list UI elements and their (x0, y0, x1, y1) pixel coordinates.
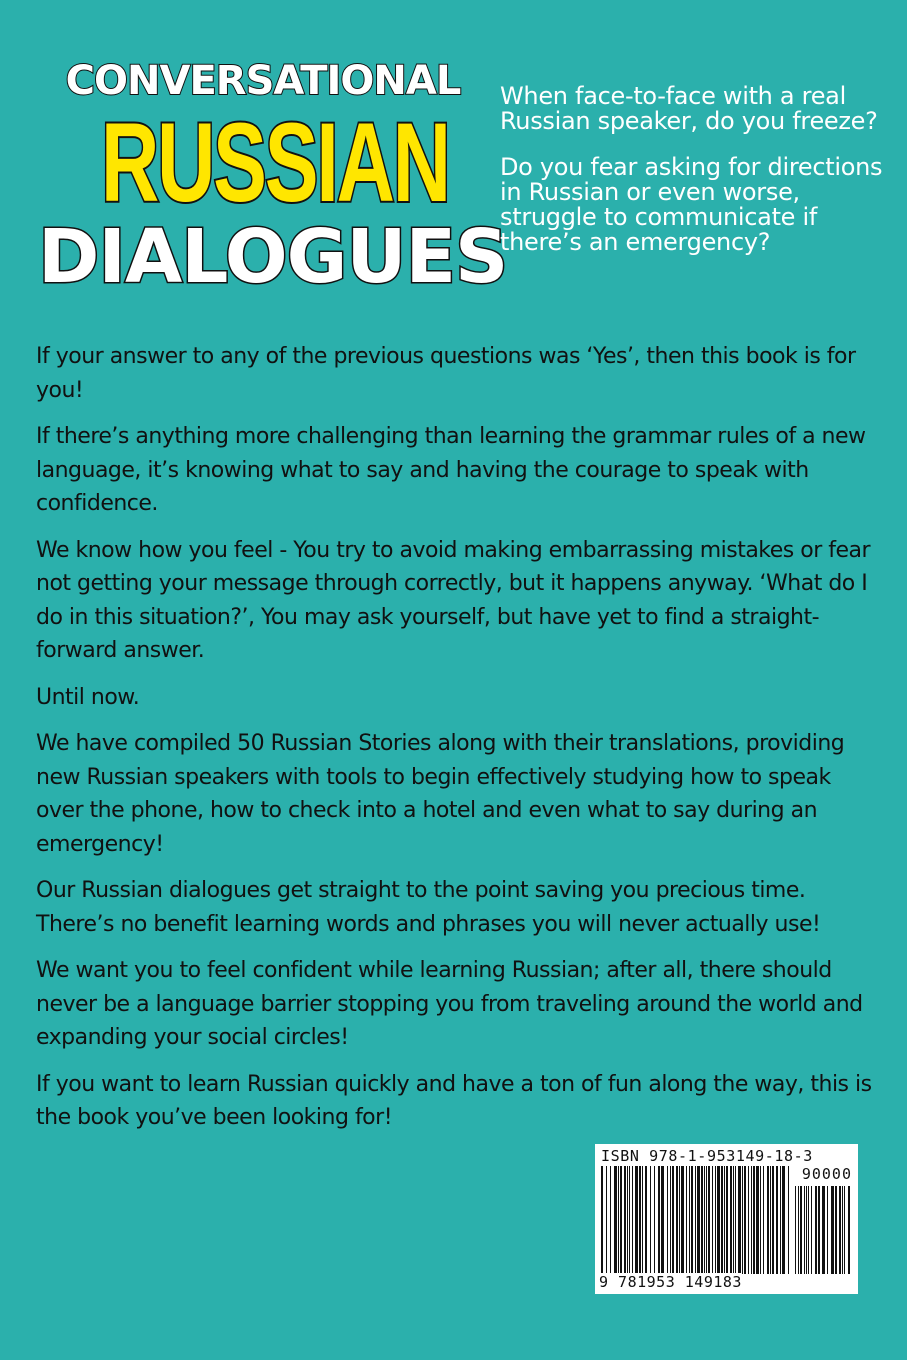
barcode-bar (753, 1166, 755, 1274)
book-title (38, 55, 508, 300)
barcode-bar (706, 1166, 707, 1274)
blurb-paragraph: Until now. (36, 684, 140, 710)
barcode-bar (691, 1166, 693, 1274)
barcode-bar (804, 1186, 805, 1274)
barcode-bar (800, 1186, 802, 1274)
side-question: Do you fear asking for directions in Russian or even worse, struggle to communicate if there’s an emergency? (500, 153, 883, 256)
barcode-bar (601, 1166, 603, 1274)
barcode-bar (844, 1186, 845, 1274)
barcode-bar (788, 1166, 789, 1274)
barcode-bar (610, 1166, 611, 1274)
barcode-bar (735, 1166, 736, 1274)
barcode-bar (676, 1166, 678, 1274)
barcode-bar (695, 1166, 696, 1274)
barcode-bar (715, 1166, 716, 1274)
barcode-bar (782, 1166, 785, 1274)
price-code: 90000 (801, 1165, 852, 1183)
barcode-bar (689, 1166, 690, 1274)
side-questions (500, 84, 885, 276)
barcode-bar (679, 1166, 680, 1274)
barcode-bar (654, 1166, 655, 1274)
blurb-paragraph: If there’s anything more challenging than learning the grammar rules of a new language, it’s knowing what to say and having the courage to speak with confidence. (36, 424, 866, 516)
barcode-bar (670, 1166, 671, 1274)
blurb-text (36, 340, 876, 1148)
barcode-bar (776, 1166, 778, 1274)
barcode-bar (726, 1166, 728, 1274)
barcode-bar (848, 1186, 850, 1274)
barcode-bar (672, 1166, 674, 1274)
ean-digits: 9 781953 149183 (599, 1273, 742, 1291)
barcode-bar (639, 1166, 641, 1274)
barcode-bar (614, 1166, 617, 1274)
barcode-bar (831, 1186, 834, 1274)
barcode-bar (697, 1166, 700, 1274)
barcode-bar (645, 1166, 647, 1274)
title-line-conversational: CONVERSATIONAL (65, 58, 461, 104)
barcode-bar (629, 1166, 630, 1274)
blurb-paragraph: We know how you feel - You try to avoid making embarrassing mistakes or fear not getting your message through correctly, but it happens anyway. ‘What do I do in this situation?’, You may ask yourself, but have yet to find a straight-forward answer. (36, 537, 871, 663)
barcode-bar (763, 1166, 764, 1274)
barcode-bar (618, 1166, 619, 1274)
barcode-bar (818, 1186, 820, 1274)
barcode-bar (730, 1166, 732, 1274)
barcode-bar (772, 1166, 774, 1274)
barcode-bar (733, 1166, 734, 1274)
barcode-bar (632, 1166, 633, 1274)
barcode-bar (620, 1166, 622, 1274)
isbn-barcode (595, 1144, 858, 1294)
barcode-bar (721, 1166, 723, 1274)
title-line-dialogues: DIALOGUES (38, 214, 508, 300)
barcode-bar (815, 1186, 817, 1274)
barcode-bar (760, 1166, 761, 1274)
barcode-bar (658, 1166, 660, 1274)
barcode-bar (806, 1186, 807, 1274)
barcode-bar (704, 1166, 705, 1274)
barcode-bar (712, 1166, 713, 1274)
barcode-bar (770, 1166, 771, 1274)
barcode-bar (724, 1166, 725, 1274)
barcode-bar (742, 1166, 743, 1274)
barcode-bar (686, 1166, 687, 1274)
blurb-paragraph: We want you to feel confident while learning Russian; after all, there should never be a language barrier stopping you from traveling around the world and expanding your social circles! (36, 958, 863, 1050)
blurb-paragraph: If your answer to any of the previous questions was ‘Yes’, then this book is for you! (36, 344, 856, 403)
barcode-bar (835, 1186, 837, 1274)
blurb-paragraph: Our Russian dialogues get straight to the point saving you precious time. There’s no benefit learning words and phrases you will never actually use! (36, 878, 821, 937)
barcode-bar (681, 1166, 684, 1274)
barcode-bar (717, 1166, 720, 1274)
barcode-bar (667, 1166, 668, 1274)
isbn-label: ISBN 978-1-953149-18-3 (601, 1147, 813, 1165)
barcode-bar (624, 1166, 626, 1274)
barcode-bar (642, 1166, 643, 1274)
barcode-bar (839, 1186, 841, 1274)
barcode-bar (708, 1166, 710, 1274)
barcode-bar (744, 1166, 746, 1274)
barcode-bar (767, 1166, 769, 1274)
side-question: When face-to-face with a real Russian speaker, do you freeze? (500, 82, 878, 135)
barcode-bar (627, 1166, 628, 1274)
barcode-bar (751, 1166, 752, 1274)
barcode-bar (842, 1186, 843, 1274)
barcode-bar (738, 1166, 741, 1274)
blurb-paragraph: If you want to learn Russian quickly and have a ton of fun along the way, this is the book you’ve been looking for! (36, 1071, 872, 1130)
barcode-bar (795, 1186, 796, 1274)
barcode-bar (780, 1166, 781, 1274)
barcode-bar (827, 1186, 828, 1274)
blurb-paragraph: We have compiled 50 Russian Stories along with their translations, providing new Russian speakers with tools to begin effectively studying how to speak over the phone, how to check into a hotel and even what to say during an emergency! (36, 731, 845, 857)
barcode-bar (811, 1186, 812, 1274)
barcode-bar (635, 1166, 638, 1274)
barcode-bar (606, 1166, 607, 1274)
barcode-bar (661, 1166, 664, 1274)
barcode-bar (756, 1166, 759, 1274)
barcode-bar (798, 1186, 799, 1274)
barcode-bar (748, 1166, 749, 1274)
barcode-bar (808, 1186, 809, 1274)
barcode-bar (650, 1166, 651, 1274)
barcode-bar (701, 1166, 703, 1274)
title-line-russian: RUSSIAN (101, 100, 449, 225)
barcode-bar (822, 1186, 825, 1274)
